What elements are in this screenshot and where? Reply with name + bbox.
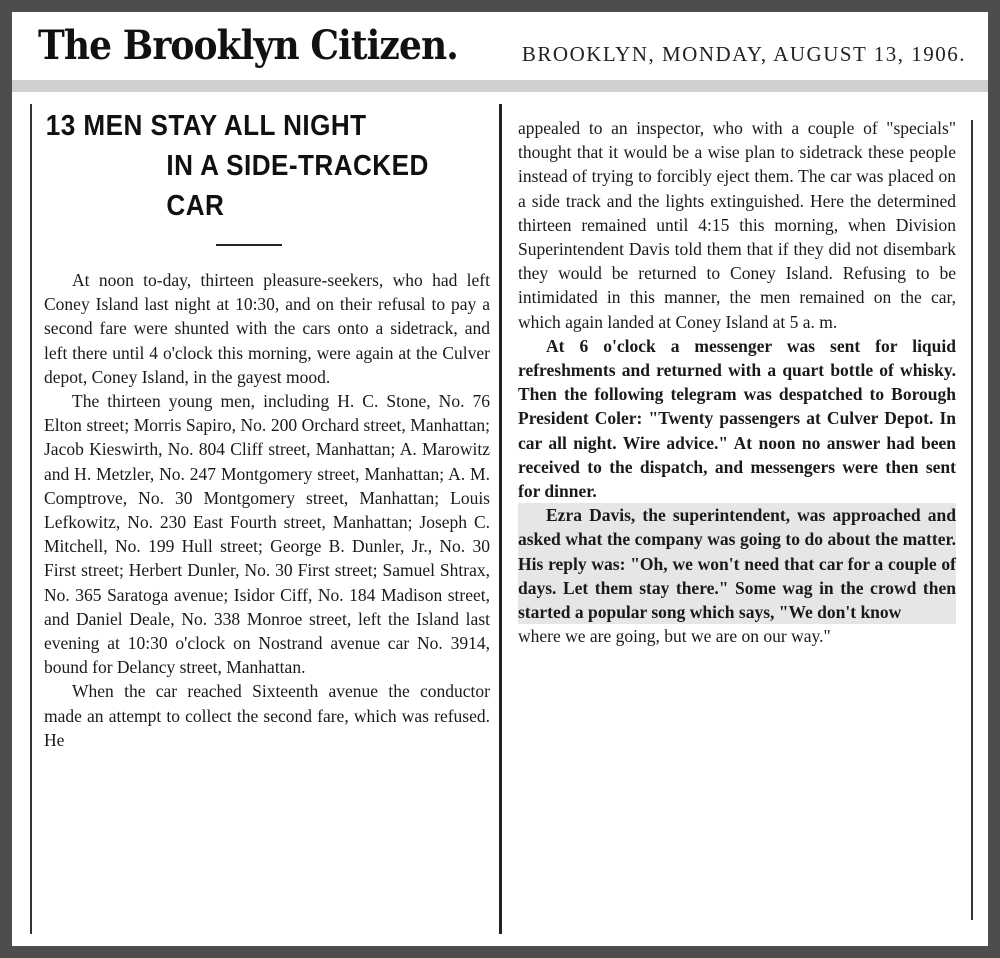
paragraph-5: Ezra Davis, the superintendent, was approached and asked what the company was going to do about the matter. His reply was: "Oh, we won't need that car for a couple of days. Let them stay there." Some wag in the crowd then started a popular song which says, "We don't know: [518, 503, 956, 624]
article-headline: [44, 106, 494, 226]
paragraph-3-continued: appealed to an inspector, who with a couple of "specials" thought that it would be a wise plan to sidetrack these people instead of trying to forcibly eject them. The car was placed on a side track and the lights extinguished. Here the determined thirteen remained until 4:15 this morning, when Division Superintendent Davis told them that if they did not disembark they would be returned to Coney Island. Refusing to be intimidated in this manner, the men remained on the car, which again landed at Coney Island at 5 a. m.: [518, 118, 956, 332]
column-rule-middle: [499, 104, 502, 934]
paragraph-5-end: where we are going, but we are on our way.": [518, 626, 831, 647]
masthead-rule: [12, 80, 988, 92]
masthead: [12, 12, 988, 80]
paragraph-1: At noon to-day, thirteen pleasure-seekers, who had left Coney Island last night at 10:30, and on their refusal to pay a second fare were shunted with the cars onto a sidetrack, and left there until 4 o'clock this morning, were again at the Culver depot, Coney Island, in the gayest mood.: [44, 270, 490, 387]
headline-line-2: IN A SIDE-TRACKED CAR: [166, 150, 429, 222]
paragraph-3: When the car reached Sixteenth avenue the conductor made an attempt to collect the second fare, which was refused. He: [44, 681, 490, 750]
paragraph-2: The thirteen young men, including H. C. Stone, No. 76 Elton street; Morris Sapiro, No. 200 Orchard street, Manhattan; Jacob Kieswirth, No. 804 Cliff street, Manhattan; A. Marowitz and H. Metzler, No. 247 Montgomery street, Manhattan; A. M. Comptrove, No. 30 Montgomery street, Manhattan; Louis Lefkowitz, No. 230 East Fourth street, Manhattan; Joseph C. Mitchell, No. 199 Hull street; George B. Dunler, Jr., No. 30 First street; Herbert Dunler, No. 30 First street; Samuel Shtrax, No. 365 Saratoga avenue; Isidor Ciff, No. 184 Madison street, and Daniel Deale, No. 338 Monroe street, left the Island last evening at 10:30 o'clock on Nostrand avenue car No. 3914, bound for Delancy street, Manhattan.: [44, 391, 490, 678]
newspaper-title: The Brooklyn Citizen.: [38, 22, 458, 69]
dateline: BROOKLYN, MONDAY, AUGUST 13, 1906.: [521, 42, 966, 66]
article-column-right: [518, 116, 956, 648]
column-rule-right: [971, 120, 973, 920]
headline-line-1: 13 MEN STAY ALL NIGHT: [45, 110, 367, 142]
column-rule-left: [30, 104, 32, 934]
article-column-left: [44, 106, 490, 752]
paragraph-4: At 6 o'clock a messenger was sent for liquid refreshments and returned with a quart bottle of whisky. Then the following telegram was despatched to Borough President Coler: "Twenty passengers at Culver Depot. In car all night. Wire advice." At noon no answer had been received to the dispatch, and messengers were then sent for dinner.: [518, 335, 956, 502]
headline-divider: [216, 244, 282, 246]
left-body-text: [44, 268, 490, 752]
newspaper-clipping: [12, 12, 988, 946]
